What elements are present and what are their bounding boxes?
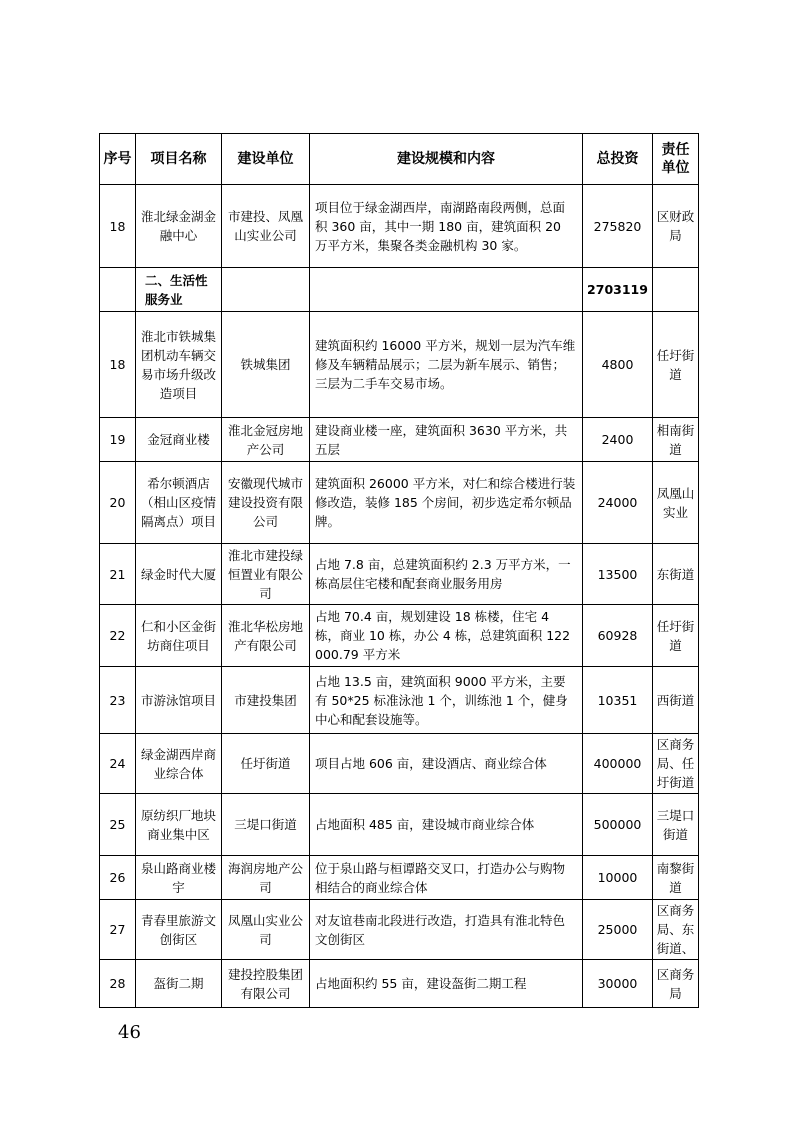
row-scale: 项目占地 606 亩，建设酒店、商业综合体 (310, 734, 583, 794)
row-no: 23 (100, 667, 136, 734)
table-row (100, 960, 699, 1008)
row-investment: 4800 (583, 312, 653, 418)
row-investment: 24000 (583, 462, 653, 544)
header-responsible: 责任单位 (653, 134, 699, 185)
row-responsible: 任圩街道 (653, 605, 699, 667)
row-no: 22 (100, 605, 136, 667)
row-no: 27 (100, 900, 136, 960)
row-builder: 市建投、凤凰山实业公司 (222, 185, 310, 268)
row-scale: 建筑面积 26000 平方米，对仁和综合楼进行装修改造，装修 185 个房间，初步选定希尔顿品牌。 (310, 462, 583, 544)
row-builder: 市建投集团 (222, 667, 310, 734)
row-investment: 10000 (583, 856, 653, 900)
row-scale (310, 268, 583, 312)
row-scale: 占地 13.5 亩，建筑面积 9000 平方米，主要有 50*25 标准泳池 1 个，训练池 1 个，健身中心和配套设施等。 (310, 667, 583, 734)
table-row (100, 856, 699, 900)
header-name: 项目名称 (136, 134, 222, 185)
row-responsible: 凤凰山实业 (653, 462, 699, 544)
row-investment: 13500 (583, 544, 653, 605)
row-name: 原纺织厂地块商业集中区 (136, 794, 222, 856)
row-builder: 凤凰山实业公司 (222, 900, 310, 960)
row-name: 绿金湖西岸商业综合体 (136, 734, 222, 794)
header-no: 序号 (100, 134, 136, 185)
row-investment: 30000 (583, 960, 653, 1008)
row-responsible: 东街道 (653, 544, 699, 605)
row-builder (222, 268, 310, 312)
row-no: 18 (100, 312, 136, 418)
row-responsible (653, 268, 699, 312)
row-builder: 海润房地产公司 (222, 856, 310, 900)
row-no: 20 (100, 462, 136, 544)
row-scale: 建设商业楼一座，建筑面积 3630 平方米，共五层 (310, 418, 583, 462)
row-scale: 建筑面积约 16000 平方米，规划一层为汽车维修及车辆精品展示；二层为新车展示、销售；三层为二手车交易市场。 (310, 312, 583, 418)
row-builder: 铁城集团 (222, 312, 310, 418)
row-no: 24 (100, 734, 136, 794)
row-scale: 占地面积 485 亩，建设城市商业综合体 (310, 794, 583, 856)
row-investment: 400000 (583, 734, 653, 794)
category-label: 二、生活性服务业 (136, 268, 222, 312)
category-row (100, 268, 699, 312)
row-no: 19 (100, 418, 136, 462)
project-table (99, 133, 699, 1008)
header-scale: 建设规模和内容 (310, 134, 583, 185)
category-investment: 2703119 (583, 268, 653, 312)
row-name: 泉山路商业楼宇 (136, 856, 222, 900)
row-responsible: 区商务局、任圩街道 (653, 734, 699, 794)
row-builder: 淮北金冠房地产公司 (222, 418, 310, 462)
table-row (100, 312, 699, 418)
row-name: 青春里旅游文创街区 (136, 900, 222, 960)
row-scale: 占地 70.4 亩，规划建设 18 栋楼，住宅 4 栋，商业 10 栋，办公 4 栋，总建筑面积 122000.79 平方米 (310, 605, 583, 667)
row-responsible: 西街道 (653, 667, 699, 734)
header-investment: 总投资 (583, 134, 653, 185)
row-investment: 500000 (583, 794, 653, 856)
row-builder: 淮北市建投绿恒置业有限公司 (222, 544, 310, 605)
row-scale: 占地 7.8 亩，总建筑面积约 2.3 万平方米，一栋高层住宅楼和配套商业服务用房 (310, 544, 583, 605)
row-scale: 项目位于绿金湖西岸，南湖路南段两侧，总面积 360 亩，其中一期 180 亩，建筑面积 20 万平方米，集聚各类金融机构 30 家。 (310, 185, 583, 268)
table-row (100, 667, 699, 734)
header-builder: 建设单位 (222, 134, 310, 185)
row-name: 希尔顿酒店（相山区疫情隔离点）项目 (136, 462, 222, 544)
row-scale: 位于泉山路与桓谭路交叉口，打造办公与购物相结合的商业综合体 (310, 856, 583, 900)
row-scale: 占地面积约 55 亩，建设盔街二期工程 (310, 960, 583, 1008)
row-responsible: 区商务局、东街道、 (653, 900, 699, 960)
page-number: 46 (118, 1022, 141, 1043)
table-row (100, 900, 699, 960)
table-header-row (100, 134, 699, 185)
table-row (100, 734, 699, 794)
row-responsible: 区财政局 (653, 185, 699, 268)
row-builder: 安徽现代城市建设投资有限公司 (222, 462, 310, 544)
row-builder: 建投控股集团有限公司 (222, 960, 310, 1008)
row-investment: 10351 (583, 667, 653, 734)
row-investment: 275820 (583, 185, 653, 268)
row-no: 28 (100, 960, 136, 1008)
table-row (100, 185, 699, 268)
row-responsible: 相南街道 (653, 418, 699, 462)
row-no: 25 (100, 794, 136, 856)
row-name: 仁和小区金街坊商住项目 (136, 605, 222, 667)
row-investment: 60928 (583, 605, 653, 667)
row-name: 淮北市铁城集团机动车辆交易市场升级改造项目 (136, 312, 222, 418)
table-row (100, 794, 699, 856)
row-builder: 任圩街道 (222, 734, 310, 794)
row-investment: 25000 (583, 900, 653, 960)
table-row (100, 544, 699, 605)
row-name: 绿金时代大厦 (136, 544, 222, 605)
row-name: 金冠商业楼 (136, 418, 222, 462)
row-no: 26 (100, 856, 136, 900)
row-no: 18 (100, 185, 136, 268)
row-responsible: 任圩街道 (653, 312, 699, 418)
row-no (100, 268, 136, 312)
table-row (100, 418, 699, 462)
row-name: 盔街二期 (136, 960, 222, 1008)
table-row (100, 462, 699, 544)
row-investment: 2400 (583, 418, 653, 462)
row-scale: 对友谊巷南北段进行改造，打造具有淮北特色文创街区 (310, 900, 583, 960)
row-responsible: 区商务局 (653, 960, 699, 1008)
row-responsible: 三堤口街道 (653, 794, 699, 856)
row-builder: 淮北华松房地产有限公司 (222, 605, 310, 667)
row-builder: 三堤口街道 (222, 794, 310, 856)
row-no: 21 (100, 544, 136, 605)
row-responsible: 南黎街道 (653, 856, 699, 900)
row-name: 淮北绿金湖金融中心 (136, 185, 222, 268)
table-row (100, 605, 699, 667)
row-name: 市游泳馆项目 (136, 667, 222, 734)
